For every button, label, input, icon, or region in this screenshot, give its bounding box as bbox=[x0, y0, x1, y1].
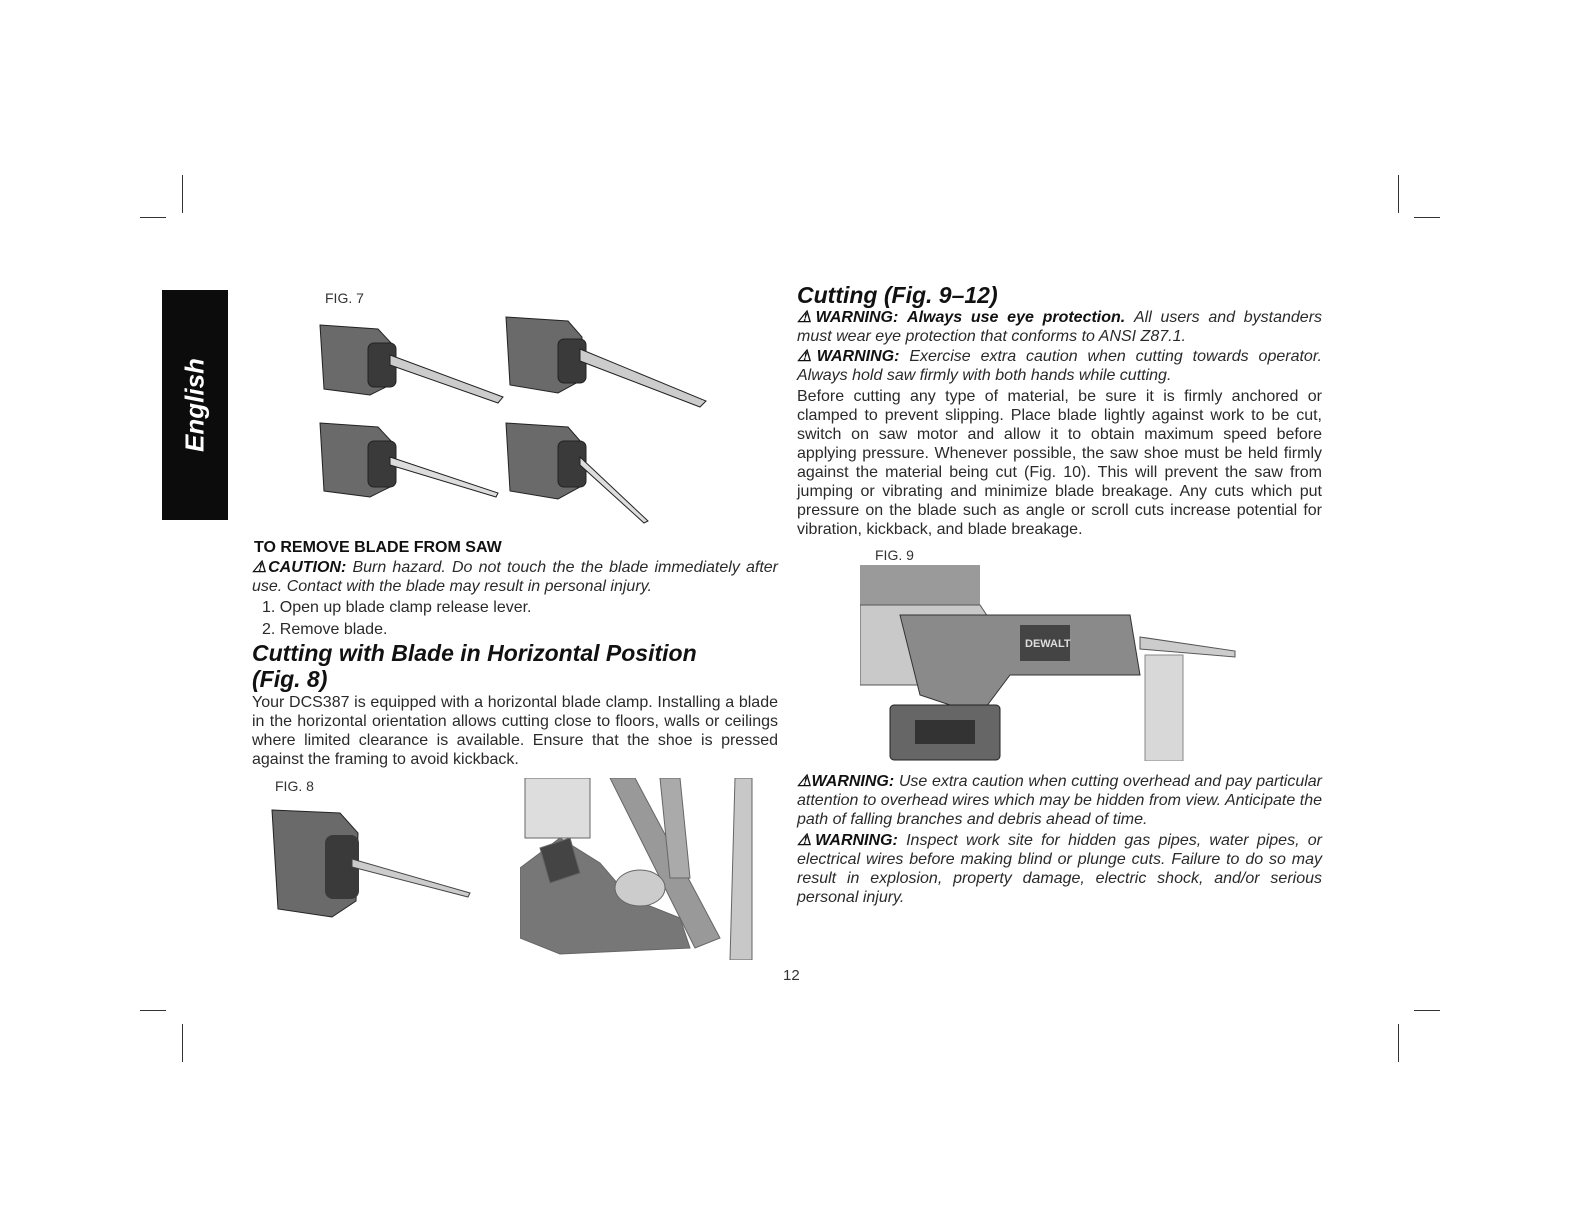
crop-mark bbox=[1414, 1010, 1440, 1011]
fig9-illustration bbox=[860, 565, 1240, 761]
warning-hidden-pipes bbox=[797, 831, 1322, 907]
warning-text: All users and bystanders must wear eye protection that conforms to ANSI Z87.1. bbox=[797, 309, 1323, 345]
saw-blade-image bbox=[320, 317, 706, 523]
horizontal-heading bbox=[252, 640, 782, 692]
horizontal-heading-line1: Cutting with Blade in Horizontal Position bbox=[252, 640, 697, 666]
warning-text: Inspect work site for hidden gas pipes, water pipes, or electrical wires before making blind or plunge cuts. Failure to do so may result in explosion, property damage, electric shock, and/or serious personal injury. bbox=[797, 832, 1323, 906]
fig7-illustration bbox=[318, 315, 718, 530]
warning-icon: ⚠ bbox=[797, 309, 816, 326]
crop-mark bbox=[182, 175, 183, 213]
cutting-heading: Cutting (Fig. 9–12) bbox=[797, 282, 998, 308]
fig7-label: FIG. 7 bbox=[325, 290, 364, 306]
remove-step-1: 1. Open up blade clamp release lever. bbox=[262, 599, 532, 616]
caution-icon: ⚠ bbox=[252, 559, 269, 576]
caution-text: Burn hazard. Do not touch the the blade immediately after use. Contact with the blade may result in personal injury. bbox=[252, 559, 779, 595]
warning-label: WARNING: bbox=[815, 832, 898, 849]
warning-label: WARNING: bbox=[811, 773, 895, 790]
caution-label: CAUTION: bbox=[268, 559, 347, 576]
horizontal-text: Your DCS387 is equipped with a horizontal blade clamp. Installing a blade in the horizontal orientation allows cutting close to floors, walls or ceilings where limited clearance is available. Ensure that the shoe is pressed against the framing to avoid kickback. bbox=[252, 694, 778, 768]
language-tab bbox=[162, 290, 228, 520]
warning-icon: ⚠ bbox=[797, 348, 817, 365]
warning-towards-operator bbox=[797, 347, 1322, 385]
crop-mark bbox=[182, 1024, 183, 1062]
warning-icon: ⚠ bbox=[797, 773, 812, 790]
language-tab-label: English bbox=[179, 358, 210, 452]
horizontal-heading-line2: (Fig. 8) bbox=[252, 666, 328, 692]
page-number: 12 bbox=[783, 967, 800, 984]
warning-text: Exercise extra caution when cutting towards operator. Always hold saw firmly with both hands while cutting. bbox=[797, 348, 1322, 384]
fig8-saw-usage-illustration bbox=[520, 778, 756, 960]
fig9-label: FIG. 9 bbox=[875, 547, 914, 563]
crop-mark bbox=[140, 217, 166, 218]
fig8-blade-illustration bbox=[270, 805, 485, 925]
remove-blade-heading: TO REMOVE BLADE FROM SAW bbox=[254, 539, 502, 556]
warning-label: WARNING: bbox=[815, 309, 899, 326]
crop-mark bbox=[140, 1010, 166, 1011]
crop-mark bbox=[1398, 1024, 1399, 1062]
crop-mark bbox=[1414, 217, 1440, 218]
warning-icon: ⚠ bbox=[797, 832, 816, 849]
warning-eye-protection bbox=[797, 308, 1322, 346]
caution-block bbox=[252, 558, 778, 596]
warning-text: Use extra caution when cutting overhead and pay particular attention to overhead wires which may be hidden from view. Anticipate the path of falling branches and debris ahead of time. bbox=[797, 773, 1322, 828]
crop-mark bbox=[1398, 175, 1399, 213]
cutting-paragraph: Before cutting any type of material, be sure it is firmly anchored or clamped to prevent slipping. Place blade lightly against work to be cut, switch on saw motor and allow it to obtain maximum speed before applying pressure. Whenever possible, the saw shoe must be held firmly against the material being cut (Fig. 10). This will prevent the saw from jumping or vibrating and minimize blade breakage. Any cuts which put pressure on the blade such as angle or scroll cuts increase potential for vibration, kickback, and blade breakage. bbox=[797, 388, 1322, 538]
warning-label: WARNING: bbox=[816, 348, 900, 365]
fig8-label: FIG. 8 bbox=[275, 778, 314, 794]
remove-step-2: 2. Remove blade. bbox=[262, 621, 388, 638]
warning-bold-text: Always use eye protection. bbox=[907, 309, 1126, 326]
warning-overhead bbox=[797, 772, 1322, 829]
fig9-brand: DEWALT bbox=[1025, 638, 1071, 650]
